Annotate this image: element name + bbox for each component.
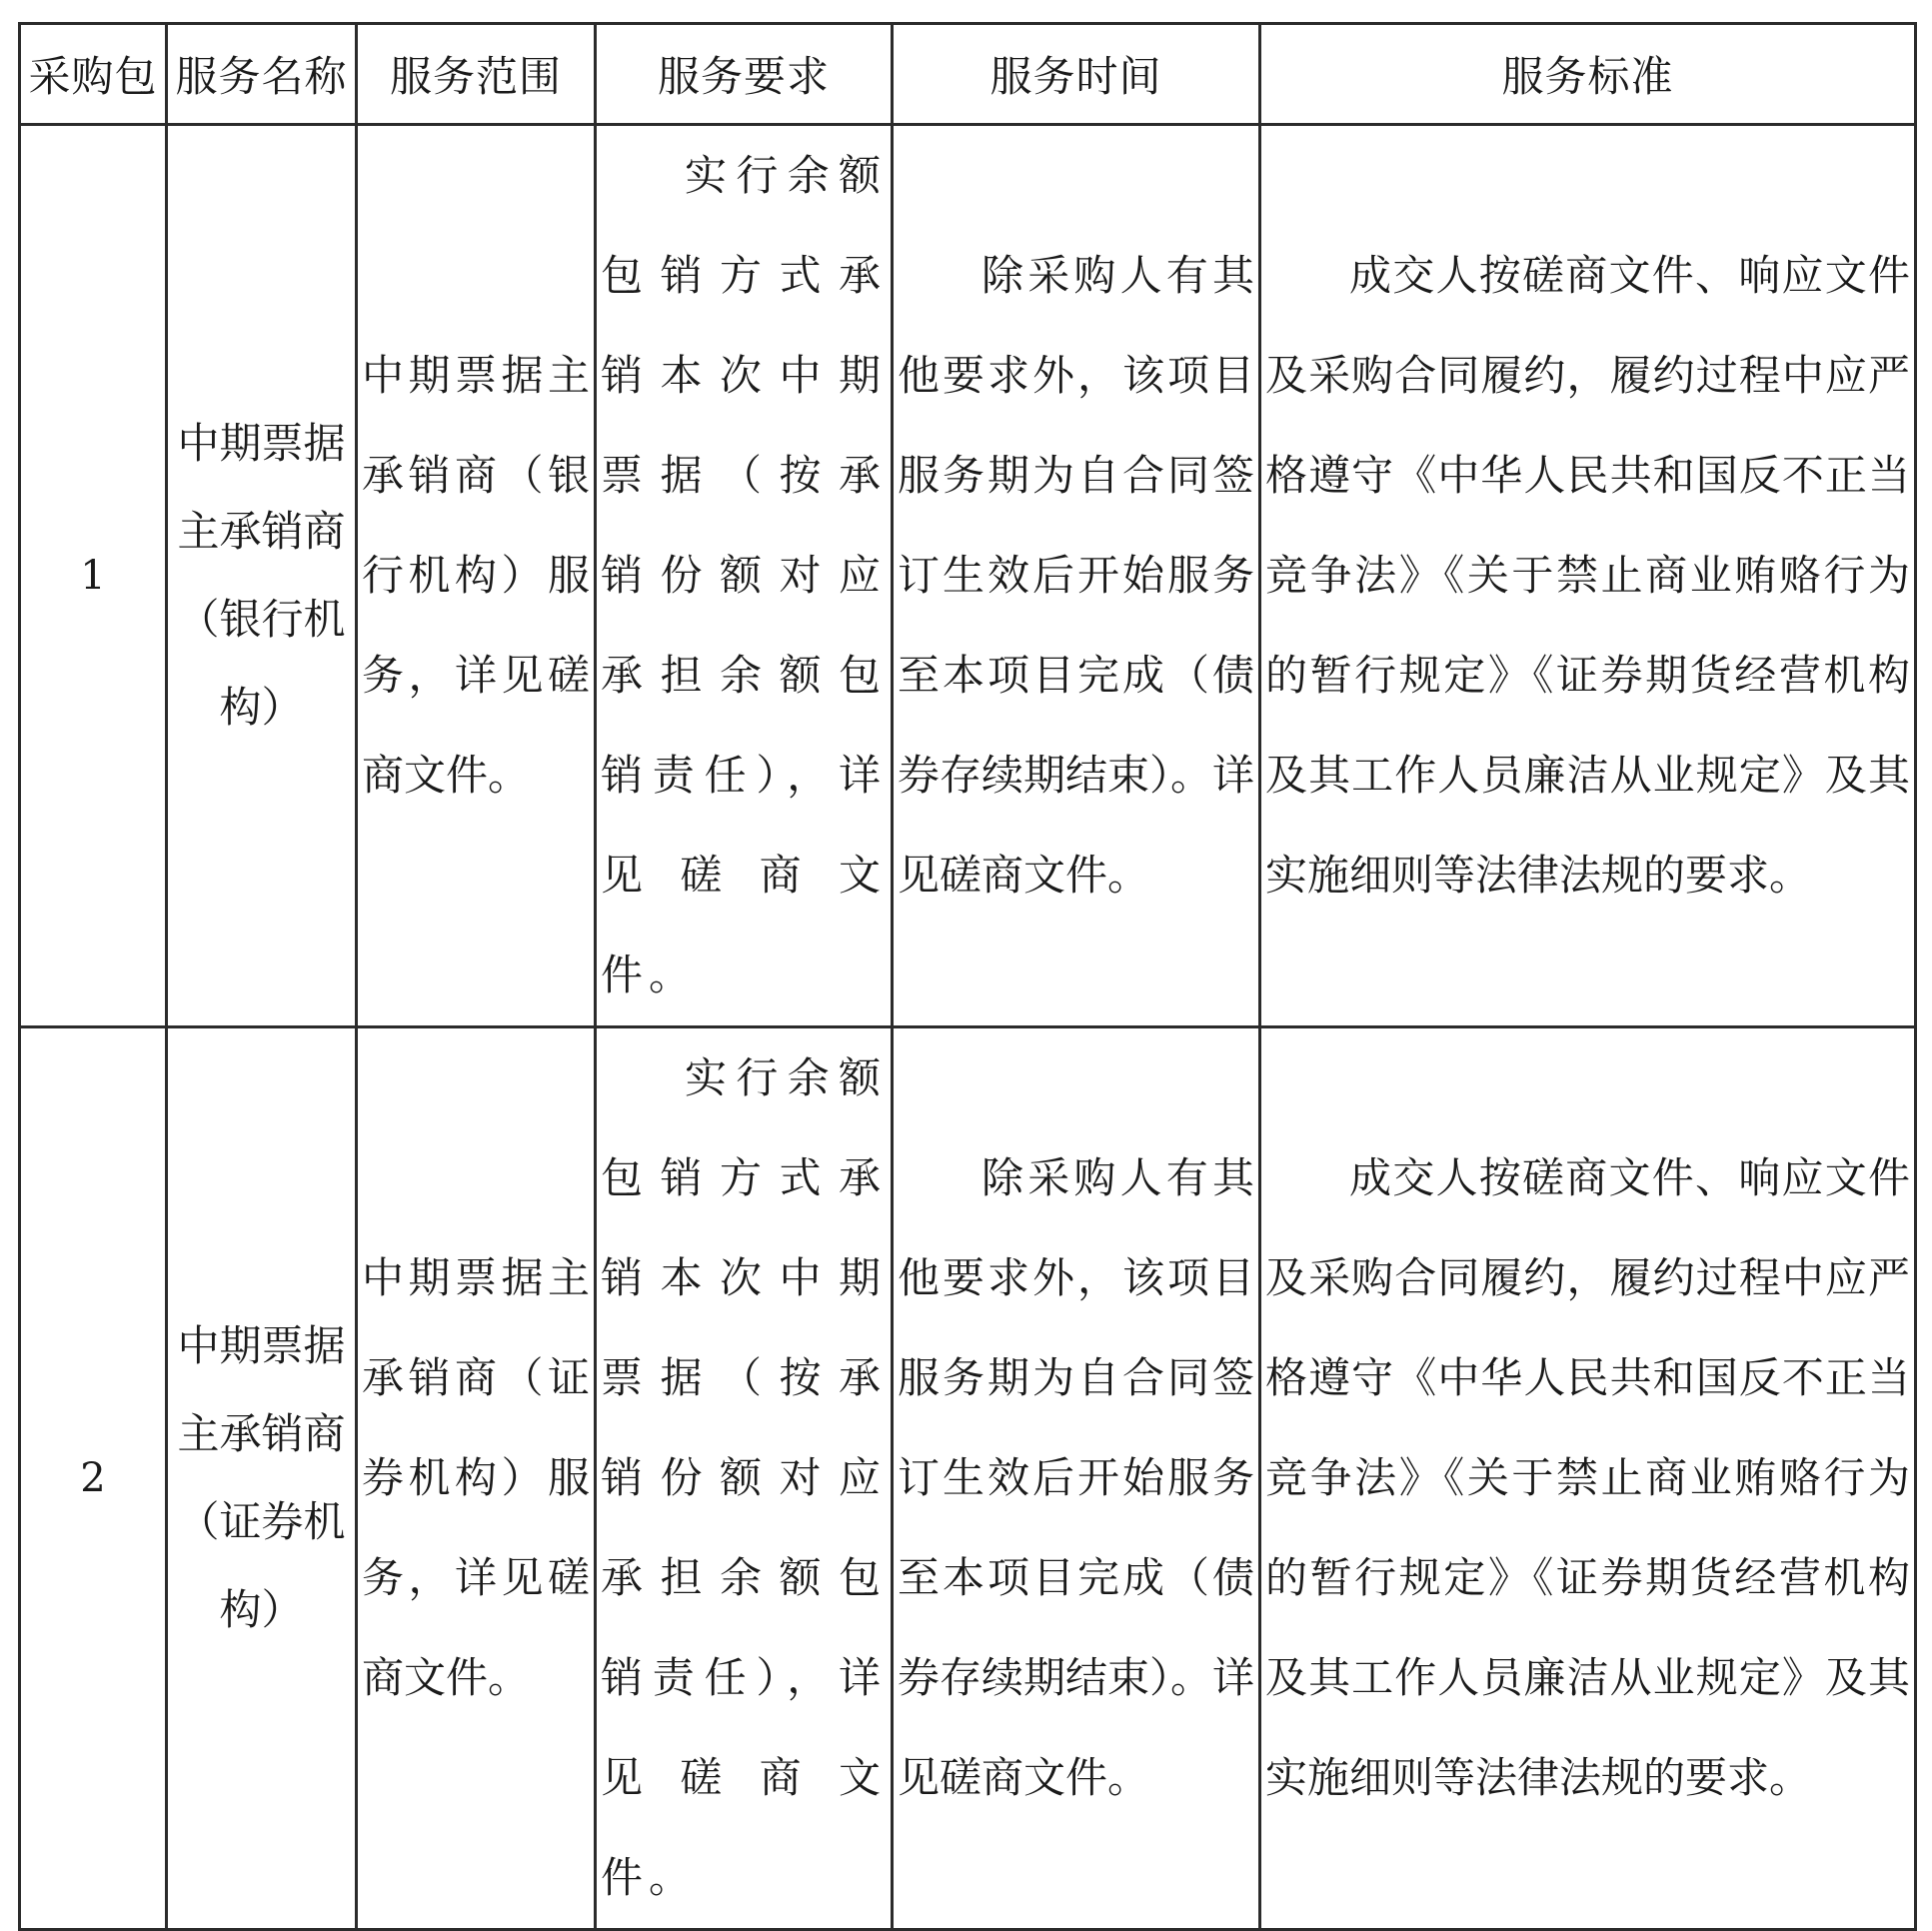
cell-service-scope: 中期票据主承销商（证券机构）服务，详见磋商文件。 [357, 1027, 596, 1930]
cell-service-requirement: 实行余额包销方式承销本次中期票据（按承销份额对应承担余额包销责任），详见磋商文件。 [596, 1027, 893, 1930]
header-package: 采购包 [20, 24, 167, 125]
cell-service-time: 除采购人有其他要求外，该项目服务期为自合同签订生效后开始服务至本项目完成（债券存续期结束）。详见磋商文件。 [893, 125, 1260, 1027]
header-service-standard: 服务标准 [1260, 24, 1916, 125]
cell-service-name: 中期票据主承销商（证券机构） [167, 1027, 357, 1930]
cell-package: 1 [20, 125, 167, 1027]
table-row [20, 125, 1916, 1027]
header-service-requirement: 服务要求 [596, 24, 893, 125]
cell-service-time: 除采购人有其他要求外，该项目服务期为自合同签订生效后开始服务至本项目完成（债券存续期结束）。详见磋商文件。 [893, 1027, 1260, 1930]
cell-service-requirement: 实行余额包销方式承销本次中期票据（按承销份额对应承担余额包销责任），详见磋商文件。 [596, 125, 893, 1027]
header-service-time: 服务时间 [893, 24, 1260, 125]
service-table [18, 22, 1917, 1931]
table-row [20, 1027, 1916, 1930]
header-row [20, 24, 1916, 125]
cell-service-name: 中期票据主承销商（银行机构） [167, 125, 357, 1027]
header-service-scope: 服务范围 [357, 24, 596, 125]
header-service-name: 服务名称 [167, 24, 357, 125]
cell-package: 2 [20, 1027, 167, 1930]
cell-service-standard: 成交人按磋商文件、响应文件及采购合同履约，履约过程中应严格遵守《中华人民共和国反不正当竞争法》《关于禁止商业贿赂行为的暂行规定》《证券期货经营机构及其工作人员廉洁从业规定》及其实施细则等法律法规的要求。 [1260, 125, 1916, 1027]
cell-service-scope: 中期票据主承销商（银行机构）服务，详见磋商文件。 [357, 125, 596, 1027]
cell-service-standard: 成交人按磋商文件、响应文件及采购合同履约，履约过程中应严格遵守《中华人民共和国反不正当竞争法》《关于禁止商业贿赂行为的暂行规定》《证券期货经营机构及其工作人员廉洁从业规定》及其实施细则等法律法规的要求。 [1260, 1027, 1916, 1930]
